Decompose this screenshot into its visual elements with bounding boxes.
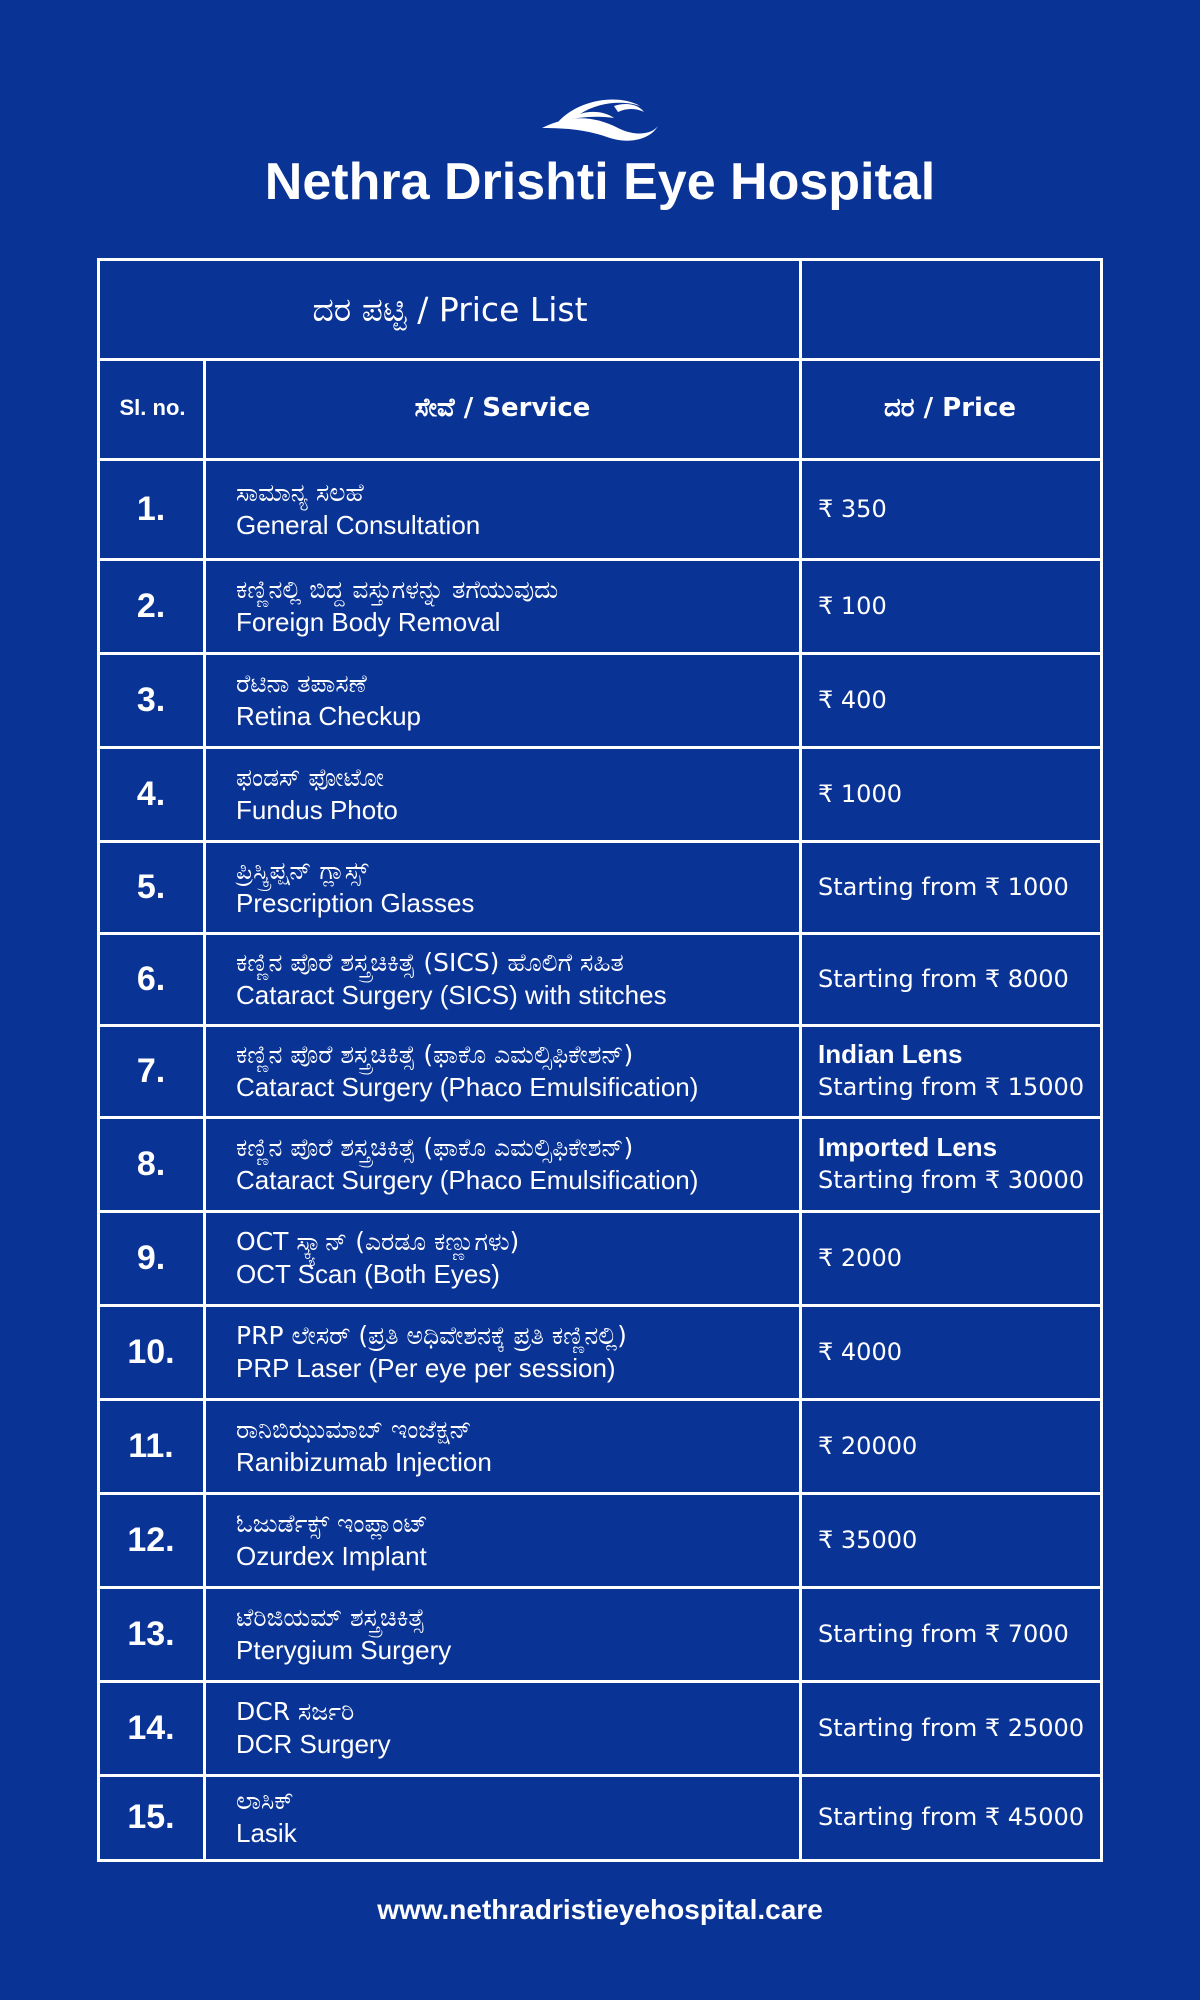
price-cell: [818, 559, 1103, 653]
row-number: 8.: [136, 1144, 166, 1183]
service-cell: [236, 1681, 796, 1775]
service-name-english: Foreign Body Removal: [236, 607, 501, 637]
service-cell: [236, 747, 796, 841]
service-name-kannada: PRP ಲೇಸರ್ (ಪ್ರತಿ ಅಧಿವೇಶನಕ್ಕೆ ಪ್ರತಿ ಕಣ್ಣಿನಲ್ಲಿ): [236, 1321, 627, 1350]
price-cell: [818, 1305, 1103, 1399]
row-divider: [100, 1304, 1100, 1307]
row-divider: [100, 558, 1100, 561]
price-cell: [818, 933, 1103, 1025]
price-cell: [818, 1211, 1103, 1305]
service-name-english: Retina Checkup: [236, 701, 421, 731]
row-number: 13.: [127, 1614, 175, 1653]
price-cell: [818, 1399, 1103, 1493]
service-name-kannada: ಟೆರಿಜಿಯಮ್ ಶಸ್ತ್ರಚಿಕಿತ್ಸೆ: [236, 1603, 425, 1632]
service-name-kannada: ಸಾಮಾನ್ಯ ಸಲಹೆ: [236, 478, 364, 507]
row-divider: [100, 1024, 1100, 1027]
service-name-english: OCT Scan (Both Eyes): [236, 1259, 500, 1289]
row-divider: [100, 840, 1100, 843]
price-cell: [818, 1681, 1103, 1775]
service-name-english: Ranibizumab Injection: [236, 1447, 492, 1477]
website-url: www.nethradristieyehospital.care: [377, 1894, 823, 1925]
service-cell: [236, 459, 796, 559]
lens-type: Indian Lens: [818, 1039, 963, 1069]
row-number: 2.: [136, 586, 166, 625]
row-divider: [100, 652, 1100, 655]
table-caption: ದರ ಪಟ್ಟಿ / Price List: [312, 290, 588, 329]
service-name-kannada: DCR ಸರ್ಜರಿ: [236, 1697, 355, 1726]
service-name-english: Cataract Surgery (SICS) with stitches: [236, 980, 667, 1010]
service-cell: [236, 559, 796, 653]
row-divider: [100, 1774, 1100, 1777]
price-value: ₹ 400: [818, 685, 887, 714]
price-value: Starting from ₹ 25000: [818, 1713, 1085, 1742]
service-cell: [236, 933, 796, 1025]
price-value: Starting from ₹ 8000: [818, 964, 1069, 993]
price-value: Starting from ₹ 30000: [818, 1166, 1085, 1194]
row-number: 12.: [127, 1520, 175, 1559]
service-name-kannada: ಕಣ್ಣಿನ ಪೊರೆ ಶಸ್ತ್ರಚಿಕಿತ್ಸೆ (SICS) ಹೊಲಿಗೆ ಸಹಿತ: [236, 948, 624, 977]
service-cell: [236, 1493, 796, 1587]
service-name-english: Prescription Glasses: [236, 888, 475, 918]
column-header-sl-no: Sl. no.: [119, 395, 186, 420]
hospital-name: Nethra Drishti Eye Hospital: [264, 153, 936, 211]
service-name-kannada: ಕಣ್ಣಿನ ಪೊರೆ ಶಸ್ತ್ರಚಿಕಿತ್ಸೆ (ಫಾಕೊ ಎಮಲ್ಸಿಫಿಕೇಶನ್): [236, 1133, 634, 1162]
service-name-english: Lasik: [236, 1818, 297, 1848]
row-number: 15.: [127, 1797, 175, 1836]
service-name-english: General Consultation: [236, 510, 481, 540]
service-cell: [236, 1305, 796, 1399]
eye-wave-logo-icon: [540, 92, 660, 146]
service-name-kannada: ಫಂಡಸ್ ಫೋಟೋ: [236, 763, 384, 792]
price-cell: [818, 841, 1103, 933]
row-number: 10.: [127, 1332, 175, 1371]
row-divider: [100, 1210, 1100, 1213]
row-divider: [100, 932, 1100, 935]
row-divider: [100, 458, 1100, 461]
service-cell: [236, 841, 796, 933]
row-number: 3.: [136, 680, 166, 719]
price-value: ₹ 4000: [818, 1337, 902, 1366]
service-name-english: Pterygium Surgery: [236, 1635, 452, 1665]
price-cell: [818, 1493, 1103, 1587]
row-number: 4.: [136, 774, 166, 813]
price-value: ₹ 1000: [818, 779, 902, 808]
row-divider: [100, 1492, 1100, 1495]
row-divider: [100, 1586, 1100, 1589]
service-cell: [236, 1025, 796, 1117]
row-divider: [100, 746, 1100, 749]
price-value: ₹ 100: [818, 591, 887, 620]
service-name-kannada: ರೆಟಿನಾ ತಪಾಸಣೆ: [236, 669, 367, 698]
row-divider: [100, 358, 1100, 361]
price-cell: [818, 1775, 1103, 1859]
row-divider: [100, 1680, 1100, 1683]
row-number: 6.: [136, 959, 166, 998]
service-name-kannada: ಲಾಸಿಕ್: [236, 1786, 294, 1815]
service-cell: [236, 1775, 796, 1859]
price-value: Starting from ₹ 15000: [818, 1073, 1085, 1101]
row-number: 7.: [136, 1051, 166, 1090]
column-divider: [203, 359, 206, 1859]
service-cell: [236, 653, 796, 747]
price-cell: [818, 653, 1103, 747]
price-value: ₹ 20000: [818, 1431, 918, 1460]
service-name-kannada: ಪ್ರಿಸ್ಕ್ರಿಪ್ಷನ್ ಗ್ಲಾಸ್ಸ್: [236, 856, 369, 885]
service-name-english: Fundus Photo: [236, 795, 398, 825]
column-header-price: ದರ / Price: [884, 392, 1016, 423]
price-value: ₹ 2000: [818, 1243, 902, 1272]
price-value: ₹ 35000: [818, 1525, 918, 1554]
service-name-english: DCR Surgery: [236, 1729, 391, 1759]
row-divider: [100, 1398, 1100, 1401]
price-value: Starting from ₹ 1000: [818, 872, 1069, 901]
service-name-english: Cataract Surgery (Phaco Emulsification): [236, 1072, 699, 1102]
service-name-english: PRP Laser (Per eye per session): [236, 1353, 616, 1383]
row-divider: [100, 1116, 1100, 1119]
service-name-kannada: OCT ಸ್ಕ್ಯಾನ್ (ಎರಡೂ ಕಣ್ಣುಗಳು): [236, 1227, 520, 1256]
service-name-kannada: ಕಣ್ಣಿನಲ್ಲಿ ಬಿದ್ದ ವಸ್ತುಗಳನ್ನು ತಗೆಯುವುದು: [236, 575, 559, 604]
price-value: Starting from ₹ 7000: [818, 1619, 1069, 1648]
service-cell: [236, 1117, 796, 1211]
price-cell: [818, 459, 1103, 559]
price-table: [97, 258, 1103, 1862]
service-name-english: Ozurdex Implant: [236, 1541, 427, 1571]
price-cell: [818, 747, 1103, 841]
row-number: 9.: [136, 1238, 166, 1277]
lens-type: Imported Lens: [818, 1132, 998, 1162]
service-name-english: Cataract Surgery (Phaco Emulsification): [236, 1165, 699, 1195]
price-cell: [818, 1117, 1103, 1211]
row-number: 5.: [136, 867, 166, 906]
column-header-service: ಸೇವೆ / Service: [414, 392, 591, 423]
row-number: 11.: [128, 1426, 174, 1465]
price-cell: [818, 1587, 1103, 1681]
service-name-kannada: ರಾನಿಬಿಝುಮಾಬ್ ಇಂಜೆಕ್ಷನ್: [236, 1415, 472, 1444]
service-cell: [236, 1587, 796, 1681]
row-number: 14.: [127, 1708, 175, 1747]
column-divider: [799, 261, 802, 1859]
row-number: 1.: [136, 489, 166, 528]
service-cell: [236, 1211, 796, 1305]
service-name-kannada: ಕಣ್ಣಿನ ಪೊರೆ ಶಸ್ತ್ರಚಿಕಿತ್ಸೆ (ಫಾಕೊ ಎಮಲ್ಸಿಫಿಕೇಶನ್): [236, 1040, 634, 1069]
service-name-kannada: ಓಜುರ್ಡೆಕ್ಸ್ ಇಂಪ್ಲಾಂಟ್: [236, 1509, 428, 1538]
price-value: Starting from ₹ 45000: [818, 1802, 1085, 1831]
price-value: ₹ 350: [818, 494, 887, 523]
price-cell: [818, 1025, 1103, 1117]
service-cell: [236, 1399, 796, 1493]
